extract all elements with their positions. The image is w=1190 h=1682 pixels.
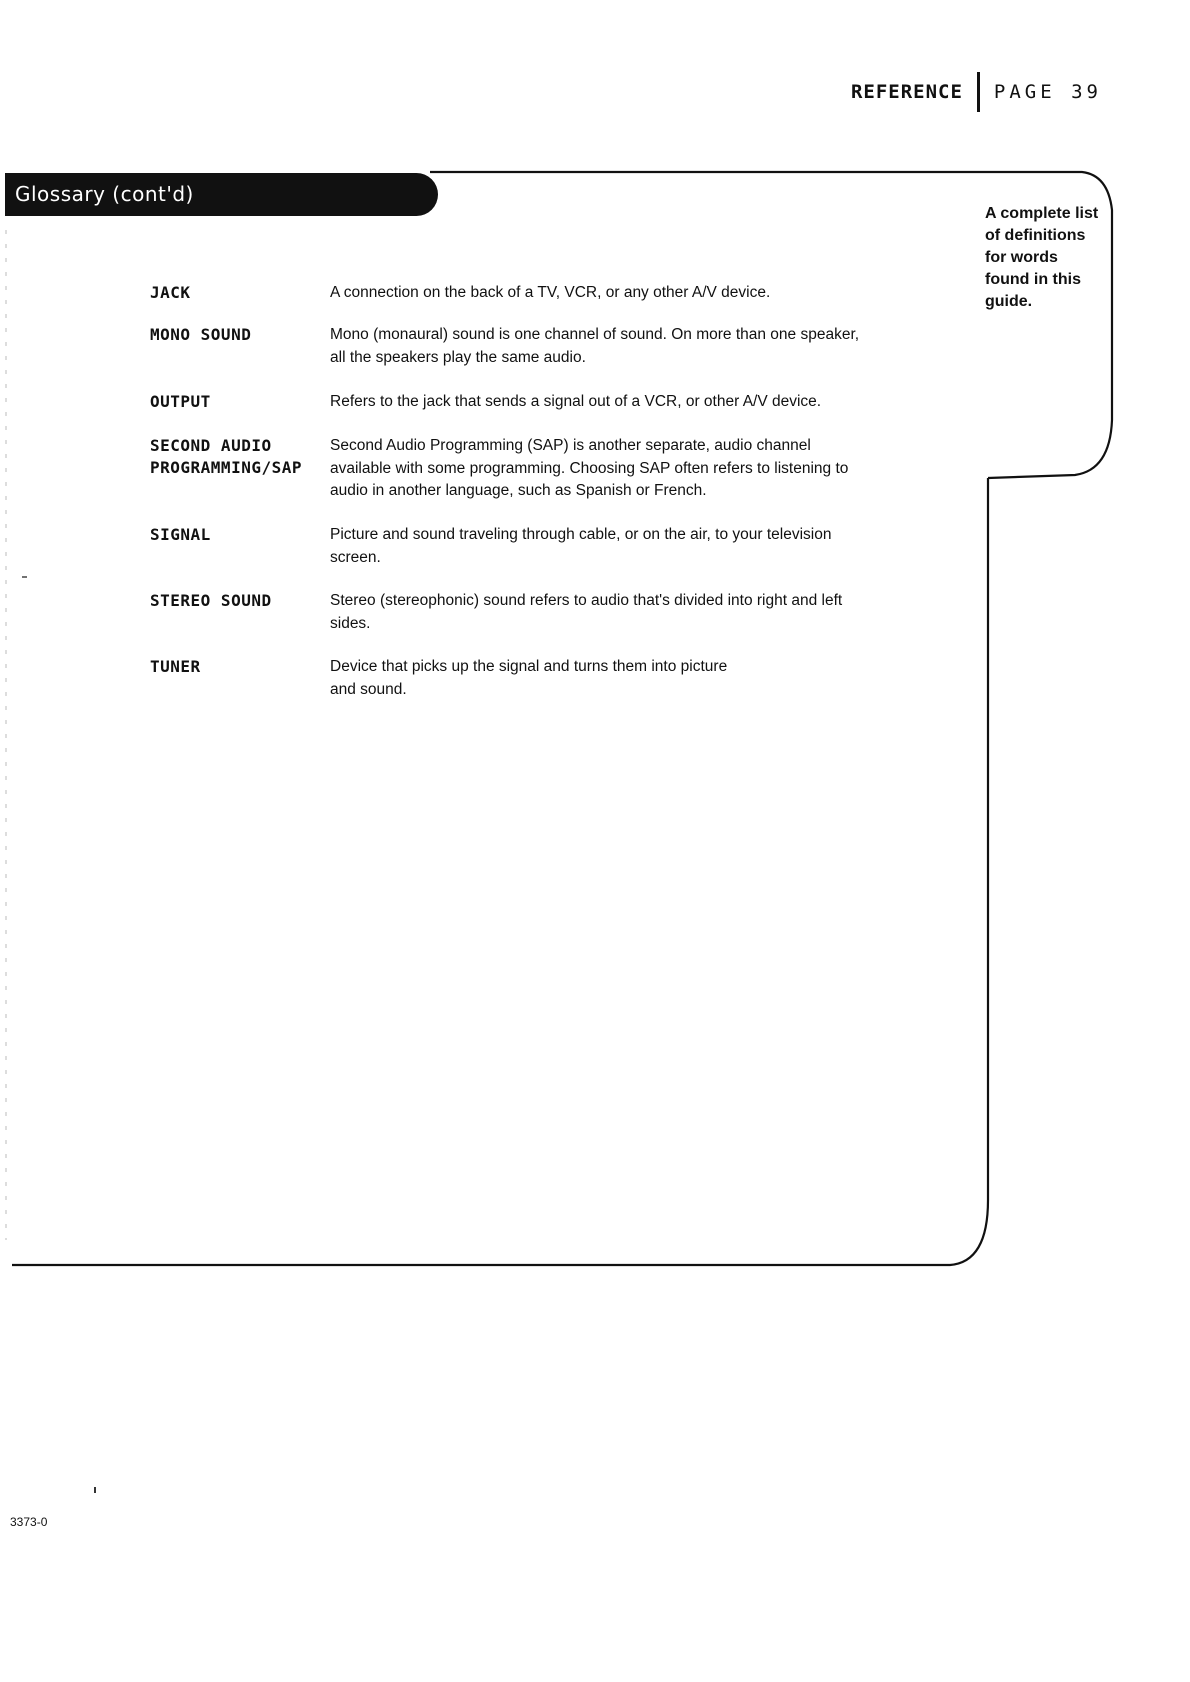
glossary-entry-output [150,391,860,414]
margin-mark [94,1487,96,1493]
glossary-definition: Mono (monaural) sound is one channel of sound. On more than one speaker, all the speakers play the same audio. [330,326,860,366]
sidebar-note: A complete list of definitions for words found in this guide. [985,205,1099,310]
glossary-definition: Device that picks up the signal and turns them into picture and sound. [330,658,728,698]
glossary-definition: Stereo (stereophonic) sound refers to audio that's divided into right and left sides. [330,592,843,632]
glossary-entry-tuner [150,656,730,701]
section-label: REFERENCE [850,81,963,103]
glossary-term: OUTPUT [150,392,211,411]
glossary-entry-mono-sound [150,324,860,369]
glossary-definition: Second Audio Programming (SAP) is another separate, audio channel available with some programming. Choosing SAP often refers to listening to audio in another language, such as Spanish or French. [330,437,849,499]
glossary-entry-jack [150,282,860,305]
page-header [851,76,1102,108]
glossary-term: SIGNAL [150,525,211,544]
glossary-term: SECOND AUDIO PROGRAMMING/SAP [150,436,302,477]
glossary-entry-sap [150,435,860,503]
glossary-term: TUNER [150,657,201,676]
glossary-term: JACK [150,283,191,302]
glossary-definition: A connection on the back of a TV, VCR, or any other A/V device. [330,284,771,301]
glossary-title: Glossary (cont'd) [5,173,438,216]
glossary-term: MONO SOUND [150,325,252,344]
header-divider [977,72,980,112]
page-number: PAGE 39 [993,81,1102,103]
document-code: 3373-0 [10,1515,48,1529]
glossary-term: STEREO SOUND [150,591,272,610]
glossary-entry-signal [150,524,860,569]
glossary-definition: Refers to the jack that sends a signal out of a VCR, or other A/V device. [330,393,822,410]
glossary-entry-stereo-sound [150,590,860,635]
glossary-definition: Picture and sound traveling through cable, or on the air, to your television screen. [330,526,832,566]
